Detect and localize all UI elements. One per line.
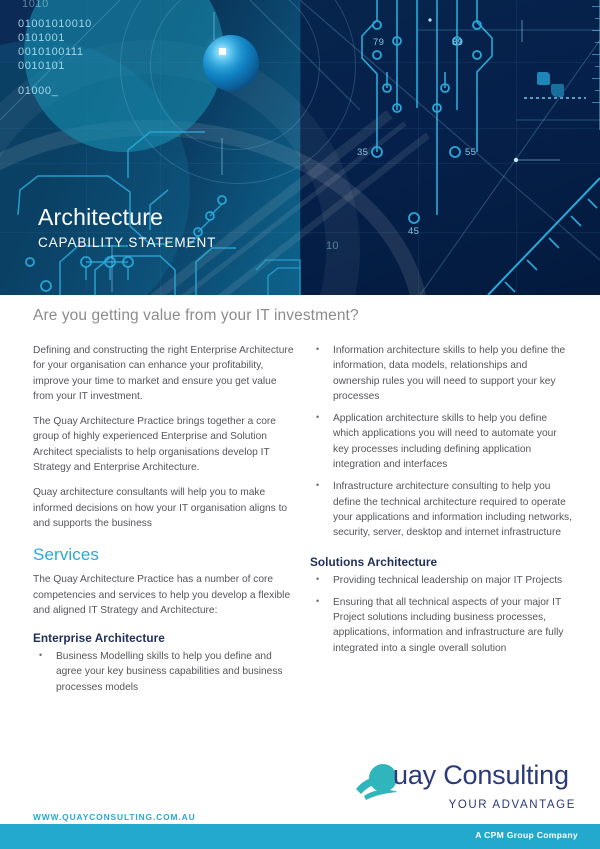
architecture-skills-list	[310, 343, 575, 541]
logo-tagline: YOUR ADVANTAGE	[448, 799, 576, 811]
binary-text-line: 0101001	[18, 32, 66, 44]
binary-text-line: 0010100111	[18, 46, 84, 58]
header-dashed-line	[524, 97, 586, 99]
solutions-architecture-heading: Solutions Architecture	[310, 554, 438, 569]
section-question-heading: Are you getting value from your IT investment?	[33, 307, 359, 324]
footer-bar	[0, 824, 600, 849]
footer-company-text: A CPM Group Company	[475, 830, 578, 840]
body-paragraph: Quay architecture consultants will help you to make informed decisions on how your IT organisation aligns to and supports the business	[33, 487, 288, 529]
circuit-number: 89	[452, 37, 464, 48]
binary-text-line: 01001010010	[18, 18, 92, 30]
header-square-decoration	[537, 72, 550, 85]
list-item: • Application architecture skills to help you define which applications you will need to automate your key processes including defining application integration and interfaces	[310, 411, 575, 472]
page-title: Architecture	[38, 204, 164, 230]
services-intro-paragraph: The Quay Architecture Practice has a number of core competencies and services to help you develop a flexible and aligned IT Strategy and Architecture:	[33, 574, 291, 616]
quay-consulting-logo	[348, 762, 578, 820]
circuit-number: 35	[357, 147, 369, 158]
header-title-group	[38, 205, 216, 250]
enterprise-architecture-list	[33, 649, 295, 695]
body-paragraph: The Quay Architecture Practice brings together a core group of highly experienced Enterprise and Solution Architect specialists to help organisations develop IT Strategy and Enterprise Architecture.	[33, 416, 276, 474]
list-item: • Providing technical leadership on major IT Projects	[310, 573, 575, 588]
header-ruler	[586, 0, 600, 130]
body-paragraph: Defining and constructing the right Enterprise Architecture for your organisation can enhance your profitability, improve your time to market and ensure you get value from your IT investment.	[33, 345, 294, 402]
circuit-number: 10	[326, 240, 339, 252]
header-circuit-traces	[0, 0, 600, 295]
document-body	[0, 295, 600, 795]
services-heading: Services	[33, 545, 99, 565]
solutions-architecture-list	[310, 573, 575, 656]
left-column	[33, 343, 295, 702]
binary-text-line: 1010	[22, 0, 49, 10]
list-item: • Business Modelling skills to help you define and agree your key business capabilities and business processes models	[33, 649, 295, 695]
binary-text-line: 0010101	[18, 60, 66, 72]
logo-wordmark: uay Consulting	[393, 760, 569, 790]
header-square-decoration	[551, 84, 564, 97]
list-item: • Ensuring that all technical aspects of your major IT Project solutions including business processes, applications, information and infrastructure are fully integrated into a single overall solution	[310, 595, 575, 656]
header-banner	[0, 0, 600, 295]
binary-text-line: 01000_	[18, 85, 59, 97]
circuit-number: 55	[465, 147, 477, 158]
page-subtitle: CAPABILITY STATEMENT	[38, 235, 217, 251]
right-column	[310, 343, 575, 663]
list-item: • Information architecture skills to help you define the information, data models, relationships and ownership rules you will need to support your key processes	[310, 343, 575, 404]
circuit-number: 45	[408, 226, 420, 237]
circuit-number: 79	[373, 37, 385, 48]
list-item: • Infrastructure architecture consulting to help you define the technical architecture required to operate your applications and information including networks, security, server, desktop and internet infrastructure	[310, 479, 575, 540]
enterprise-architecture-heading: Enterprise Architecture	[33, 631, 165, 646]
website-url[interactable]: WWW.QUAYCONSULTING.COM.AU	[33, 812, 196, 822]
